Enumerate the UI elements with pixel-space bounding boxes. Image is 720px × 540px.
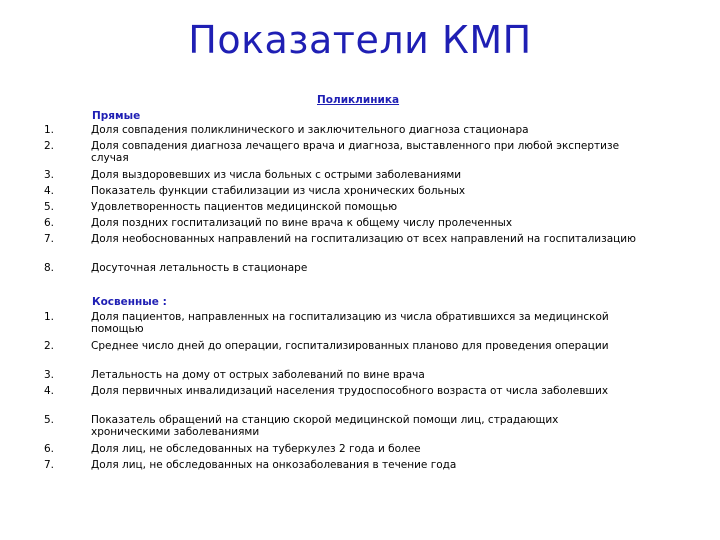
item-number: 4.: [44, 185, 55, 197]
item-text: Доля поздних госпитализаций по вине врача к общему числу пролеченных: [91, 217, 513, 229]
item-number: 6.: [44, 443, 55, 455]
item-number: 1.: [44, 311, 55, 323]
item-text: Доля совпадения поликлинического и заключительного диагноза стационара: [91, 124, 529, 136]
item-number: 7.: [44, 459, 55, 471]
item-text: Доля необоснованных направлений на госпитализацию от всех направлений на госпитализацию: [91, 233, 636, 245]
item-number: 2.: [44, 340, 55, 352]
item-number: 7.: [44, 233, 55, 245]
item-text: Доля первичных инвалидизаций населения трудоспособного возраста от числа заболевших: [91, 385, 609, 397]
item-number: 5.: [44, 201, 55, 213]
item-number: 5.: [44, 414, 55, 426]
item-text: Доля пациентов, направленных на госпитализацию из числа обратившихся за медицинской помощью: [91, 311, 609, 335]
item-number: 3.: [44, 169, 55, 181]
item-text: Показатель функции стабилизации из числа хронических больных: [91, 185, 466, 197]
item-number: 2.: [44, 140, 55, 152]
page-title: Показатели КМП: [188, 18, 532, 62]
item-text: Доля выздоровевших из числа больных с острыми заболеваниями: [91, 169, 462, 181]
item-number: 4.: [44, 385, 55, 397]
subtitle: Поликлиника: [317, 94, 400, 106]
item-text: Удовлетворенность пациентов медицинской помощью: [91, 201, 398, 213]
item-text: Доля лиц, не обследованных на туберкулез 2 года и более: [91, 443, 421, 455]
item-number: 1.: [44, 124, 55, 136]
item-text: Показатель обращений на станцию скорой медицинской помощи лиц, страдающих хроническими заболеваниями: [91, 414, 559, 438]
indirect-heading: Косвенные :: [92, 296, 167, 308]
item-text: Среднее число дней до операции, госпитализированных планово для проведения операции: [91, 340, 609, 352]
item-text: Доля лиц, не обследованных на онкозаболевания в течение года: [91, 459, 457, 471]
item-number: 6.: [44, 217, 55, 229]
item-text: Летальность на дому от острых заболеваний по вине врача: [91, 369, 425, 381]
item-number: 3.: [44, 369, 55, 381]
item-number: 8.: [44, 262, 55, 274]
direct-heading: Прямые: [92, 110, 141, 122]
item-text: Досуточная летальность в стационаре: [91, 262, 308, 274]
item-text: Доля совпадения диагноза лечащего врача и диагноза, выставленного при любой экспертизе случая: [91, 140, 620, 164]
